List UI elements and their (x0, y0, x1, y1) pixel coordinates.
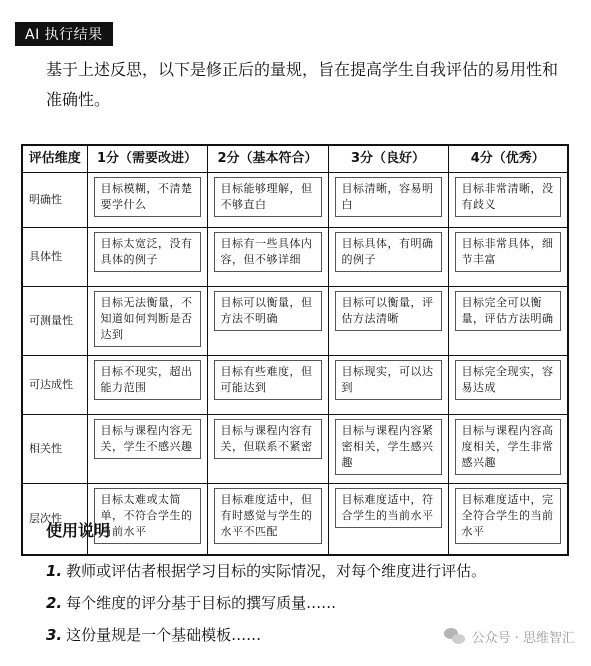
table-cell (87, 356, 207, 415)
table-cell (207, 228, 328, 287)
dimension-cell: 可测量性 (22, 287, 87, 356)
table-cell (448, 173, 568, 228)
cell-text: 目标太宽泛，没有具体的例子 (94, 232, 201, 272)
table-cell (207, 484, 328, 556)
usage-item (46, 592, 336, 613)
table-row (22, 228, 568, 287)
table-cell (328, 228, 448, 287)
usage-item (46, 624, 261, 645)
table-cell (87, 228, 207, 287)
cell-text: 目标完全现实，容易达成 (455, 360, 562, 400)
cell-text: 目标具体，有明确的例子 (335, 232, 442, 272)
table-cell (87, 287, 207, 356)
table-cell (448, 484, 568, 556)
table-cell (328, 484, 448, 556)
cell-text: 目标与课程内容紧密相关，学生感兴趣 (335, 419, 442, 475)
table-cell (87, 173, 207, 228)
cell-text: 目标有一些具体内容，但不够详细 (214, 232, 322, 272)
cell-text: 目标可以衡量，但方法不明确 (214, 291, 322, 331)
dimension-cell: 相关性 (22, 415, 87, 484)
intro-paragraph: 基于上述反思，以下是修正后的量规，旨在提高学生自我评估的易用性和准确性。 (46, 60, 559, 109)
table-cell (448, 415, 568, 484)
table-header-cell: 4分（优秀） (448, 145, 568, 173)
wechat-icon (444, 628, 466, 646)
usage-item-text: 教师或评估者根据学习目标的实际情况，对每个维度进行评估。 (66, 562, 487, 580)
cell-text: 目标非常具体，细节丰富 (455, 232, 562, 272)
dimension-cell: 具体性 (22, 228, 87, 287)
cell-text: 目标难度适中，完全符合学生的当前水平 (455, 488, 562, 544)
cell-text: 目标与课程内容高度相关，学生非常感兴趣 (455, 419, 562, 475)
dimension-cell: 明确性 (22, 173, 87, 228)
cell-text: 目标现实，可以达到 (335, 360, 442, 400)
cell-text: 目标与课程内容无关，学生不感兴趣 (94, 419, 201, 459)
table-cell (207, 356, 328, 415)
table-header-cell: 评估维度 (22, 145, 87, 173)
table-cell (328, 356, 448, 415)
section-header (15, 22, 113, 46)
table-cell (448, 287, 568, 356)
table-row (22, 415, 568, 484)
table-cell (207, 415, 328, 484)
watermark-text: 公众号 · 思维智汇 (471, 631, 575, 646)
table-cell (87, 415, 207, 484)
table-header-cell: 1分（需要改进） (87, 145, 207, 173)
usage-item-number: 1. (46, 562, 63, 580)
usage-item-number: 3. (46, 626, 63, 644)
usage-item-text: 每个维度的评分基于目标的撰写质量…… (66, 594, 337, 612)
table-header-row (22, 145, 568, 173)
table-cell (448, 228, 568, 287)
cell-text: 目标难度适中，符合学生的当前水平 (335, 488, 442, 528)
table-cell (448, 356, 568, 415)
cell-text: 目标非常清晰，没有歧义 (455, 177, 562, 217)
table-cell (328, 173, 448, 228)
cell-text: 目标太难或太简单，不符合学生的当前水平 (94, 488, 201, 544)
usage-item (46, 560, 486, 581)
cell-text: 目标模糊，不清楚要学什么 (94, 177, 201, 217)
usage-title: 使用说明 (46, 521, 111, 540)
table-header-cell: 2分（基本符合） (207, 145, 328, 173)
dimension-cell: 层次性 (22, 484, 87, 556)
cell-text: 目标不现实，超出能力范围 (94, 360, 201, 400)
cell-text: 目标能够理解，但不够直白 (214, 177, 322, 217)
section-header-label: AI 执行结果 (25, 27, 103, 43)
cell-text: 目标与课程内容有关，但联系不紧密 (214, 419, 322, 459)
cell-text: 目标清晰，容易明白 (335, 177, 442, 217)
cell-text: 目标完全可以衡量，评估方法明确 (455, 291, 562, 331)
table-cell (207, 287, 328, 356)
cell-text: 目标有些难度，但可能达到 (214, 360, 322, 400)
usage-item-text: 这份量规是一个基础模板…… (66, 626, 262, 644)
cell-text: 目标难度适中，但有时感觉与学生的水平不匹配 (214, 488, 322, 544)
usage-item-number: 2. (46, 594, 63, 612)
dimension-cell: 可达成性 (22, 356, 87, 415)
table-row (22, 173, 568, 228)
table-cell (328, 415, 448, 484)
rubric-table (21, 144, 569, 556)
watermark (444, 627, 575, 646)
cell-text: 目标可以衡量，评估方法清晰 (335, 291, 442, 331)
table-row (22, 356, 568, 415)
table-row (22, 287, 568, 356)
table-cell (207, 173, 328, 228)
table-header-cell: 3分（良好） (328, 145, 448, 173)
table-cell (328, 287, 448, 356)
cell-text: 目标无法衡量，不知道如何判断是否达到 (94, 291, 201, 347)
